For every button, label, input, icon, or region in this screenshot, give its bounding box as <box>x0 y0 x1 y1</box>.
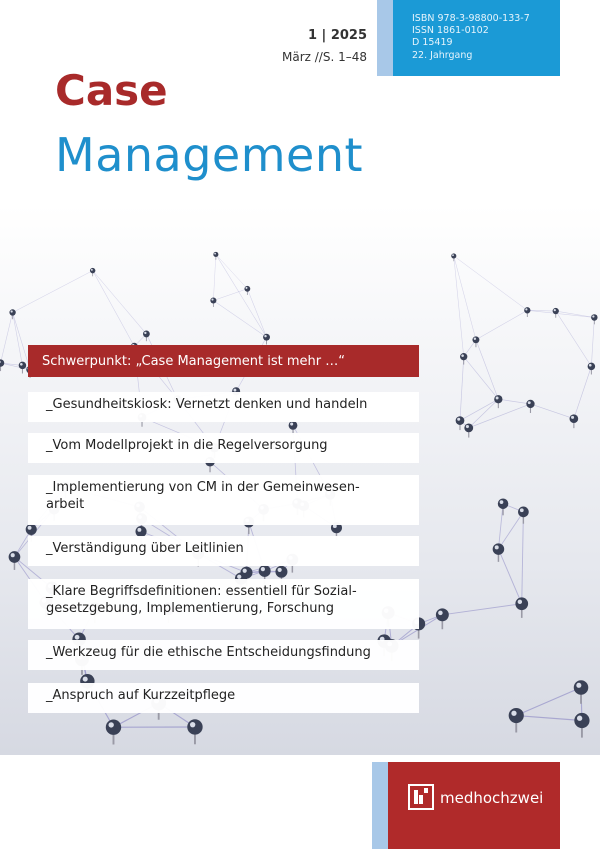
network-string <box>556 311 595 317</box>
pin-highlight <box>496 397 499 400</box>
pin-highlight <box>571 416 574 419</box>
toc-item <box>28 536 419 566</box>
decor-strip-bottom <box>372 762 388 849</box>
network-string <box>516 687 581 715</box>
issue-date: März //S. 1–48 <box>282 50 367 64</box>
network-string <box>498 399 530 404</box>
pin-highlight <box>511 711 516 716</box>
pin-highlight <box>245 287 247 289</box>
network-string <box>522 512 524 604</box>
pin-head <box>0 359 4 366</box>
toc-item <box>28 433 419 463</box>
pin-highlight <box>28 526 32 530</box>
pin-head <box>187 719 202 734</box>
pin-highlight <box>261 567 265 571</box>
toc-item-line: arbeit <box>46 496 85 512</box>
toc-item <box>28 579 419 629</box>
isbn-text: ISBN 978-3-98800-133-7 <box>412 13 530 24</box>
pin-highlight <box>495 545 499 549</box>
pin-highlight <box>438 611 443 616</box>
pin-head <box>464 423 473 432</box>
pin-highlight <box>452 254 454 256</box>
pin-highlight <box>75 635 80 640</box>
pin-highlight <box>461 354 464 357</box>
volume-text: 22. Jahrgang <box>412 50 473 61</box>
toc-item <box>28 475 419 525</box>
pin-head <box>244 286 250 292</box>
pin-highlight <box>474 338 476 340</box>
pin-highlight <box>20 363 23 366</box>
network-string <box>454 256 528 310</box>
pin-highlight <box>11 310 13 312</box>
pin-highlight <box>264 335 266 337</box>
pin-head <box>574 680 589 695</box>
pin-head <box>259 565 271 577</box>
network-string <box>476 340 498 399</box>
network-string <box>213 301 266 338</box>
pin-head <box>574 713 589 728</box>
title-case: Case <box>55 66 168 115</box>
network-string <box>454 256 476 340</box>
pin-head <box>509 708 524 723</box>
pin-highlight <box>554 309 556 311</box>
pin-head <box>436 608 449 621</box>
pin-head <box>498 498 509 509</box>
pin-head <box>9 551 21 563</box>
publisher-logo-icon <box>408 784 434 810</box>
pin-highlight <box>91 269 93 271</box>
focus-topic-label: Schwerpunkt: „Case Management ist mehr …“ <box>42 353 345 369</box>
network-string <box>556 311 592 366</box>
network-string <box>476 310 527 339</box>
network-string <box>216 254 267 337</box>
pin-head <box>213 252 218 257</box>
title-management: Management <box>55 128 364 182</box>
pin-head <box>451 253 456 258</box>
pin-head <box>472 336 479 343</box>
network-string <box>213 289 247 301</box>
pin-head <box>143 331 150 338</box>
pin-head <box>90 268 95 273</box>
pin-head <box>275 566 287 578</box>
pin-head <box>289 421 298 430</box>
toc-item <box>28 392 419 422</box>
pin-highlight <box>108 722 113 727</box>
toc-item-line: _Verständigung über Leitlinien <box>46 541 244 556</box>
pin-highlight <box>520 508 524 512</box>
pin-highlight <box>137 528 141 532</box>
network-string <box>13 271 93 313</box>
toc-item <box>28 683 419 713</box>
pin-highlight <box>592 315 594 317</box>
network-string <box>216 254 247 288</box>
network-string <box>464 357 499 399</box>
publisher-name: medhochzwei <box>440 789 544 807</box>
network-string <box>1 312 13 363</box>
publication-info-box <box>393 0 560 76</box>
pin-highlight <box>278 568 282 572</box>
pin-head <box>9 309 15 315</box>
pin-head <box>524 307 530 313</box>
pin-highlight <box>577 716 582 721</box>
network-string <box>460 357 464 421</box>
pin-head <box>570 414 579 423</box>
toc-item-line: gesetzgebung, Implementierung, Forschung <box>46 600 334 616</box>
pin-head <box>515 597 528 610</box>
network-string <box>516 716 582 721</box>
toc-item-line: _Vom Modellprojekt in die Regelversorgung <box>46 438 328 453</box>
pin-highlight <box>518 600 522 604</box>
network-string <box>530 404 573 419</box>
network-string <box>591 317 594 366</box>
pin-head <box>263 334 270 341</box>
pin-highlight <box>457 418 460 421</box>
decor-strip-top <box>377 0 393 76</box>
pin-highlight <box>190 722 195 727</box>
toc-item-line: _Implementierung von CM in der Gemeinwesen- <box>46 480 360 495</box>
network-string <box>454 256 464 357</box>
pin-highlight <box>11 553 15 557</box>
network-string <box>498 504 503 549</box>
publisher-logo <box>388 762 560 849</box>
pin-highlight <box>466 425 469 428</box>
toc-item <box>28 640 419 670</box>
network-string <box>498 512 523 549</box>
pin-head <box>19 362 27 370</box>
network-string <box>442 604 521 615</box>
pin-highlight <box>589 364 592 367</box>
pin-highlight <box>83 677 88 682</box>
postal-code-text: D 15419 <box>412 37 453 48</box>
toc-item-line: _Anspruch auf Kurzzeitpflege <box>46 688 236 703</box>
network-string <box>247 289 266 337</box>
network-string <box>498 549 521 604</box>
network-string <box>527 310 594 317</box>
pin-head <box>456 416 465 425</box>
network-string <box>93 271 147 334</box>
network-string <box>93 271 135 347</box>
pin-highlight <box>525 308 527 310</box>
toc-item-line: _Werkzeug für die ethische Entscheidungsfindung <box>46 645 371 660</box>
pin-head <box>210 297 216 303</box>
issue-number: 1 | 2025 <box>307 28 367 43</box>
network-string <box>469 404 531 428</box>
focus-topic-bar <box>28 345 419 377</box>
issn-text: ISSN 1861-0102 <box>412 25 489 36</box>
pin-head <box>106 720 121 735</box>
pin-highlight <box>528 401 531 404</box>
pin-head <box>26 524 37 535</box>
pin-highlight <box>243 569 247 573</box>
pin-head <box>518 507 529 518</box>
pin-head <box>493 543 505 555</box>
pin-head <box>591 314 597 320</box>
pin-head <box>460 353 467 360</box>
pin-highlight <box>500 500 504 504</box>
pin-head <box>553 308 559 314</box>
pin-head <box>526 400 534 408</box>
network-string <box>213 254 215 300</box>
pin-highlight <box>576 683 581 688</box>
pin-head <box>494 395 502 403</box>
pin-head <box>588 363 596 371</box>
pin-highlight <box>290 423 293 426</box>
toc-item-line: _Gesundheitskiosk: Vernetzt denken und handeln <box>46 397 368 412</box>
pin-highlight <box>214 253 216 255</box>
pin-highlight <box>144 332 146 334</box>
toc-item-line: _Klare Begriffsdefinitionen: essentiell für Sozial- <box>46 584 357 599</box>
network-string <box>574 366 592 418</box>
pin-highlight <box>211 299 213 301</box>
